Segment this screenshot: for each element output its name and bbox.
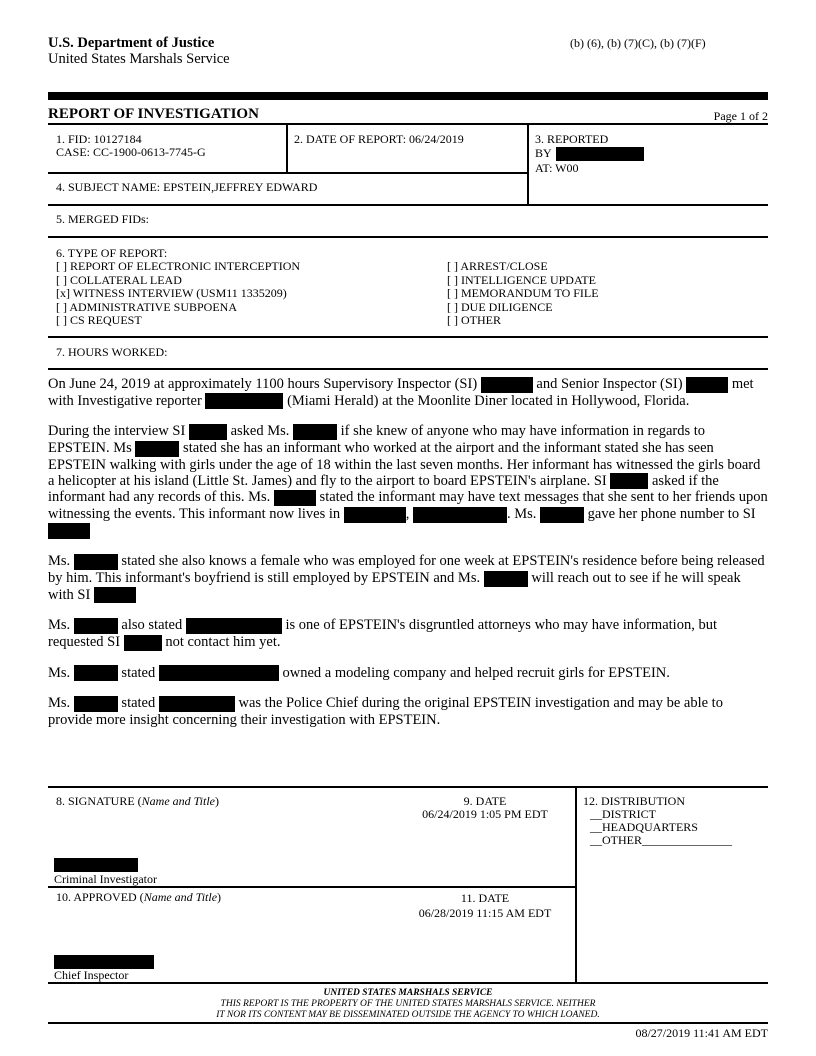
report-type-option: [x] WITNESS INTERVIEW (USM11 1335209) [56,286,287,300]
type-of-report-label: 6. TYPE OF REPORT: [56,246,168,260]
footer-notice: THIS REPORT IS THE PROPERTY OF THE UNITED STATES MARSHALS SERVICE. NEITHER IT NOR ITS CONTENT MAY BE DISSEMINATED OUTSIDE THE AGENCY TO WHICH LOANED. [216,999,600,1020]
redaction-box [74,618,118,634]
form-rule [48,172,528,174]
distribution-item: __OTHER_______________ [590,833,732,847]
form-rule [48,204,768,206]
redaction-box [556,147,644,161]
narrative-paragraph: Ms. stated owned a modeling company and helped recruit girls for EPSTEIN. [48,664,670,681]
redaction-box [481,377,533,393]
report-type-option: [ ] ADMINISTRATIVE SUBPOENA [56,299,238,314]
report-type-option: [ ] ARREST/CLOSE [447,259,548,273]
date-of-report-field: 2. DATE OF REPORT: 06/24/2019 [294,132,464,146]
redaction-box [48,523,90,539]
redaction-box [413,507,507,523]
narrative [48,376,768,742]
redaction-box [74,554,118,570]
form-rule [286,124,288,172]
redaction-box [74,665,118,681]
agency-name: U.S. Department of Justice [48,35,215,51]
report-type-option: [ ] MEMORANDUM TO FILE [447,286,599,300]
page-number: Page 1 of 2 [713,109,768,123]
form-rule [48,786,768,788]
redaction-box [124,635,162,651]
redaction-box [686,377,728,393]
footer-agency: UNITED STATES MARSHALS SERVICE [323,988,493,998]
report-types-left [56,260,300,328]
header-rule [48,92,768,100]
subject-name-field: 4. SUBJECT NAME: EPSTEIN,JEFFREY EDWARD [56,180,318,194]
approver-title: Chief Inspector [54,968,129,982]
distribution-list [590,808,732,847]
redaction-box [274,490,316,506]
reported-by [535,147,644,161]
redaction-box [159,696,235,712]
signer-title: Criminal Investigator [54,872,157,886]
report-type-option: [ ] INTELLIGENCE UPDATE [447,272,596,287]
report-title: REPORT OF INVESTIGATION [48,106,259,122]
form-rule [48,123,768,125]
form-rule [575,787,577,983]
narrative-paragraph: On June 24, 2019 at approximately 1100 hours Supervisory Inspector (SI) and Senior Inspector (SI) met with Investigative reporter (Miami Herald) at the Moonlite Diner located in Hollywood, Florida. [48,376,754,409]
signature-date-label: 9. DATE [463,794,507,808]
foia-exemptions: (b) (6), (b) (7)(C), (b) (7)(F) [570,36,706,50]
distribution-label: 12. DISTRIBUTION [583,794,685,808]
signature-date-value: 06/24/2019 1:05 PM EDT [422,807,548,821]
form-rule [48,368,768,370]
redaction-box [135,441,179,457]
footer-rule [48,1022,768,1024]
report-type-option: [ ] DUE DILIGENCE [447,299,553,314]
approved-date-label: 11. DATE [460,891,510,905]
report-type-option: [ ] CS REQUEST [56,313,142,327]
approved-date-value: 06/28/2019 11:15 AM EDT [418,906,552,920]
print-timestamp: 08/27/2019 11:41 AM EDT [635,1026,768,1040]
redaction-box [189,424,227,440]
narrative-paragraph: Ms. stated she also knows a female who was employed for one week at EPSTEIN's residence before being released by him. This informant's boyfriend is still employed by EPSTEIN and Ms. will reach out to see if he will speak with SI [48,553,765,603]
redaction-box [186,618,282,634]
narrative-paragraph: Ms. stated was the Police Chief during the original EPSTEIN investigation and may be able to provide more insight concerning their investigation with EPSTEIN. [48,695,723,729]
report-types-right [447,260,599,328]
redaction-box [159,665,279,681]
redaction-box [344,507,406,523]
form-rule [48,336,768,338]
form-rule [48,236,768,238]
service-name: United States Marshals Service [48,51,230,67]
distribution-item: __HEADQUARTERS [590,820,698,834]
report-type-option: [ ] REPORT OF ELECTRONIC INTERCEPTION [56,259,301,273]
reported-at: AT: W00 [535,161,579,175]
approved-label: 10. APPROVED (Name and Title) [56,890,222,904]
redaction-box [540,507,584,523]
reported-label: 3. REPORTED [535,132,609,146]
form-rule [48,886,576,888]
form-rule [48,982,768,984]
case-field: CASE: CC-1900-0613-7745-G [56,145,206,159]
hours-worked-field: 7. HOURS WORKED: [56,345,168,359]
merged-fids-field: 5. MERGED FIDs: [56,212,150,226]
report-type-option: [ ] COLLATERAL LEAD [56,272,182,287]
reported-by-label: BY [535,146,552,160]
redaction-box [610,473,648,489]
redaction-box [74,696,118,712]
narrative-paragraph: During the interview SI asked Ms. if she knew of anyone who may have information in regards to EPSTEIN. Ms stated she has an informant who worked at the airport and the informant stated she has seen EPSTEIN walking with girls under the age of 18 within the last seven months. Her informant has witnessed the girls board a helicopter at his island (Little St. James) and fly to the airport to board EPSTEIN's airplane. SI asked if the informant had any records of this. Ms. stated the informant may have text messages that she sent to her friends upon witnessing the events. This informant now lives in , . Ms. gave her phone number to SI [48,423,768,539]
narrative-paragraph: Ms. also stated is one of EPSTEIN's disgruntled attorneys who may have information, but requested SI not contact him yet. [48,617,717,651]
redaction-box [54,858,138,872]
redaction-box [54,955,154,969]
distribution-item: __DISTRICT [590,807,656,821]
report-type-option: [ ] OTHER [447,313,501,327]
redaction-box [484,571,528,587]
redaction-box [293,424,337,440]
form-rule [527,124,529,204]
signature-label: 8. SIGNATURE (Name and Title) [56,794,220,808]
fid-field: 1. FID: 10127184 [56,132,142,146]
redaction-box [205,393,283,409]
redaction-box [94,587,136,603]
